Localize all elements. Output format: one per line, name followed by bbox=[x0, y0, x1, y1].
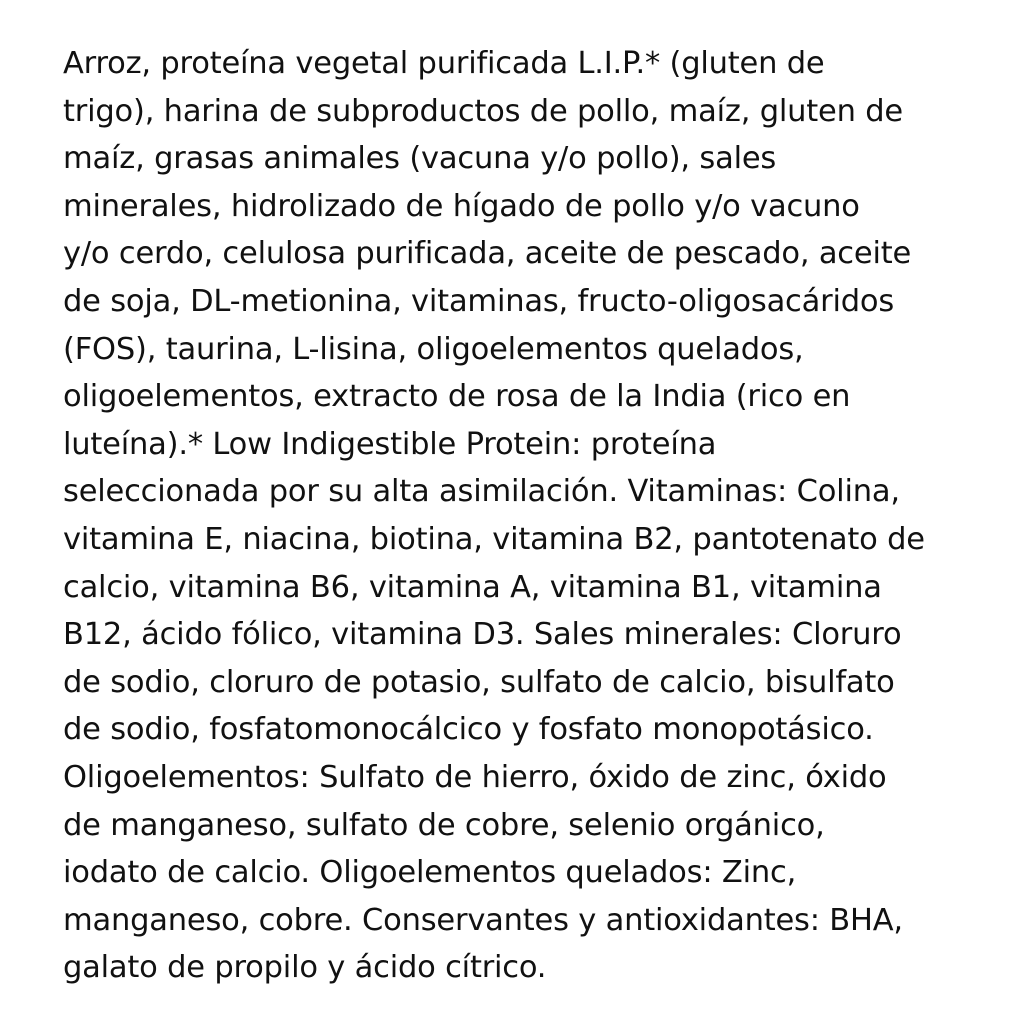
text-line-4: minerales, hidrolizado de hígado de pollo y/o vacuno bbox=[63, 188, 860, 224]
text-line-11: vitamina E, niacina, biotina, vitamina B2, pantotenato de bbox=[63, 521, 925, 557]
ingredients-text bbox=[63, 40, 1003, 992]
text-line-19: manganeso, cobre. Conservantes y antioxidantes: BHA, bbox=[63, 902, 903, 938]
text-line-17: de manganeso, sulfato de cobre, selenio orgánico, bbox=[63, 807, 825, 843]
text-line-20: galato de propilo y ácido cítrico. bbox=[63, 950, 547, 986]
text-line-6: de soja, DL-metionina, vitaminas, fructo-oligosacáridos bbox=[63, 283, 895, 319]
text-line-12: calcio, vitamina B6, vitamina A, vitamina B1, vitamina bbox=[63, 569, 882, 605]
text-line-14: de sodio, cloruro de potasio, sulfato de calcio, bisulfato bbox=[63, 664, 895, 700]
text-line-2: trigo), harina de subproductos de pollo, maíz, gluten de bbox=[63, 93, 903, 129]
text-line-1: Arroz, proteína vegetal purificada L.I.P.* (gluten de bbox=[63, 46, 825, 81]
text-line-3: maíz, grasas animales (vacuna y/o pollo), sales bbox=[63, 141, 777, 177]
text-line-9: luteína).* Low Indigestible Protein: proteína bbox=[63, 426, 717, 462]
text-line-13: B12, ácido fólico, vitamina D3. Sales minerales: Cloruro bbox=[63, 617, 902, 653]
text-line-7: (FOS), taurina, L-lisina, oligoelementos quelados, bbox=[63, 331, 804, 367]
text-line-16: Oligoelementos: Sulfato de hierro, óxido de zinc, óxido bbox=[63, 759, 887, 795]
text-line-8: oligoelementos, extracto de rosa de la India (rico en bbox=[63, 379, 851, 415]
text-line-15: de sodio, fosfatomonocálcico y fosfato monopotásico. bbox=[63, 712, 874, 748]
text-line-18: iodato de calcio. Oligoelementos quelados: Zinc, bbox=[63, 855, 797, 891]
text-line-10: seleccionada por su alta asimilación. Vitaminas: Colina, bbox=[63, 474, 900, 510]
text-line-5: y/o cerdo, celulosa purificada, aceite de pescado, aceite bbox=[63, 236, 912, 272]
